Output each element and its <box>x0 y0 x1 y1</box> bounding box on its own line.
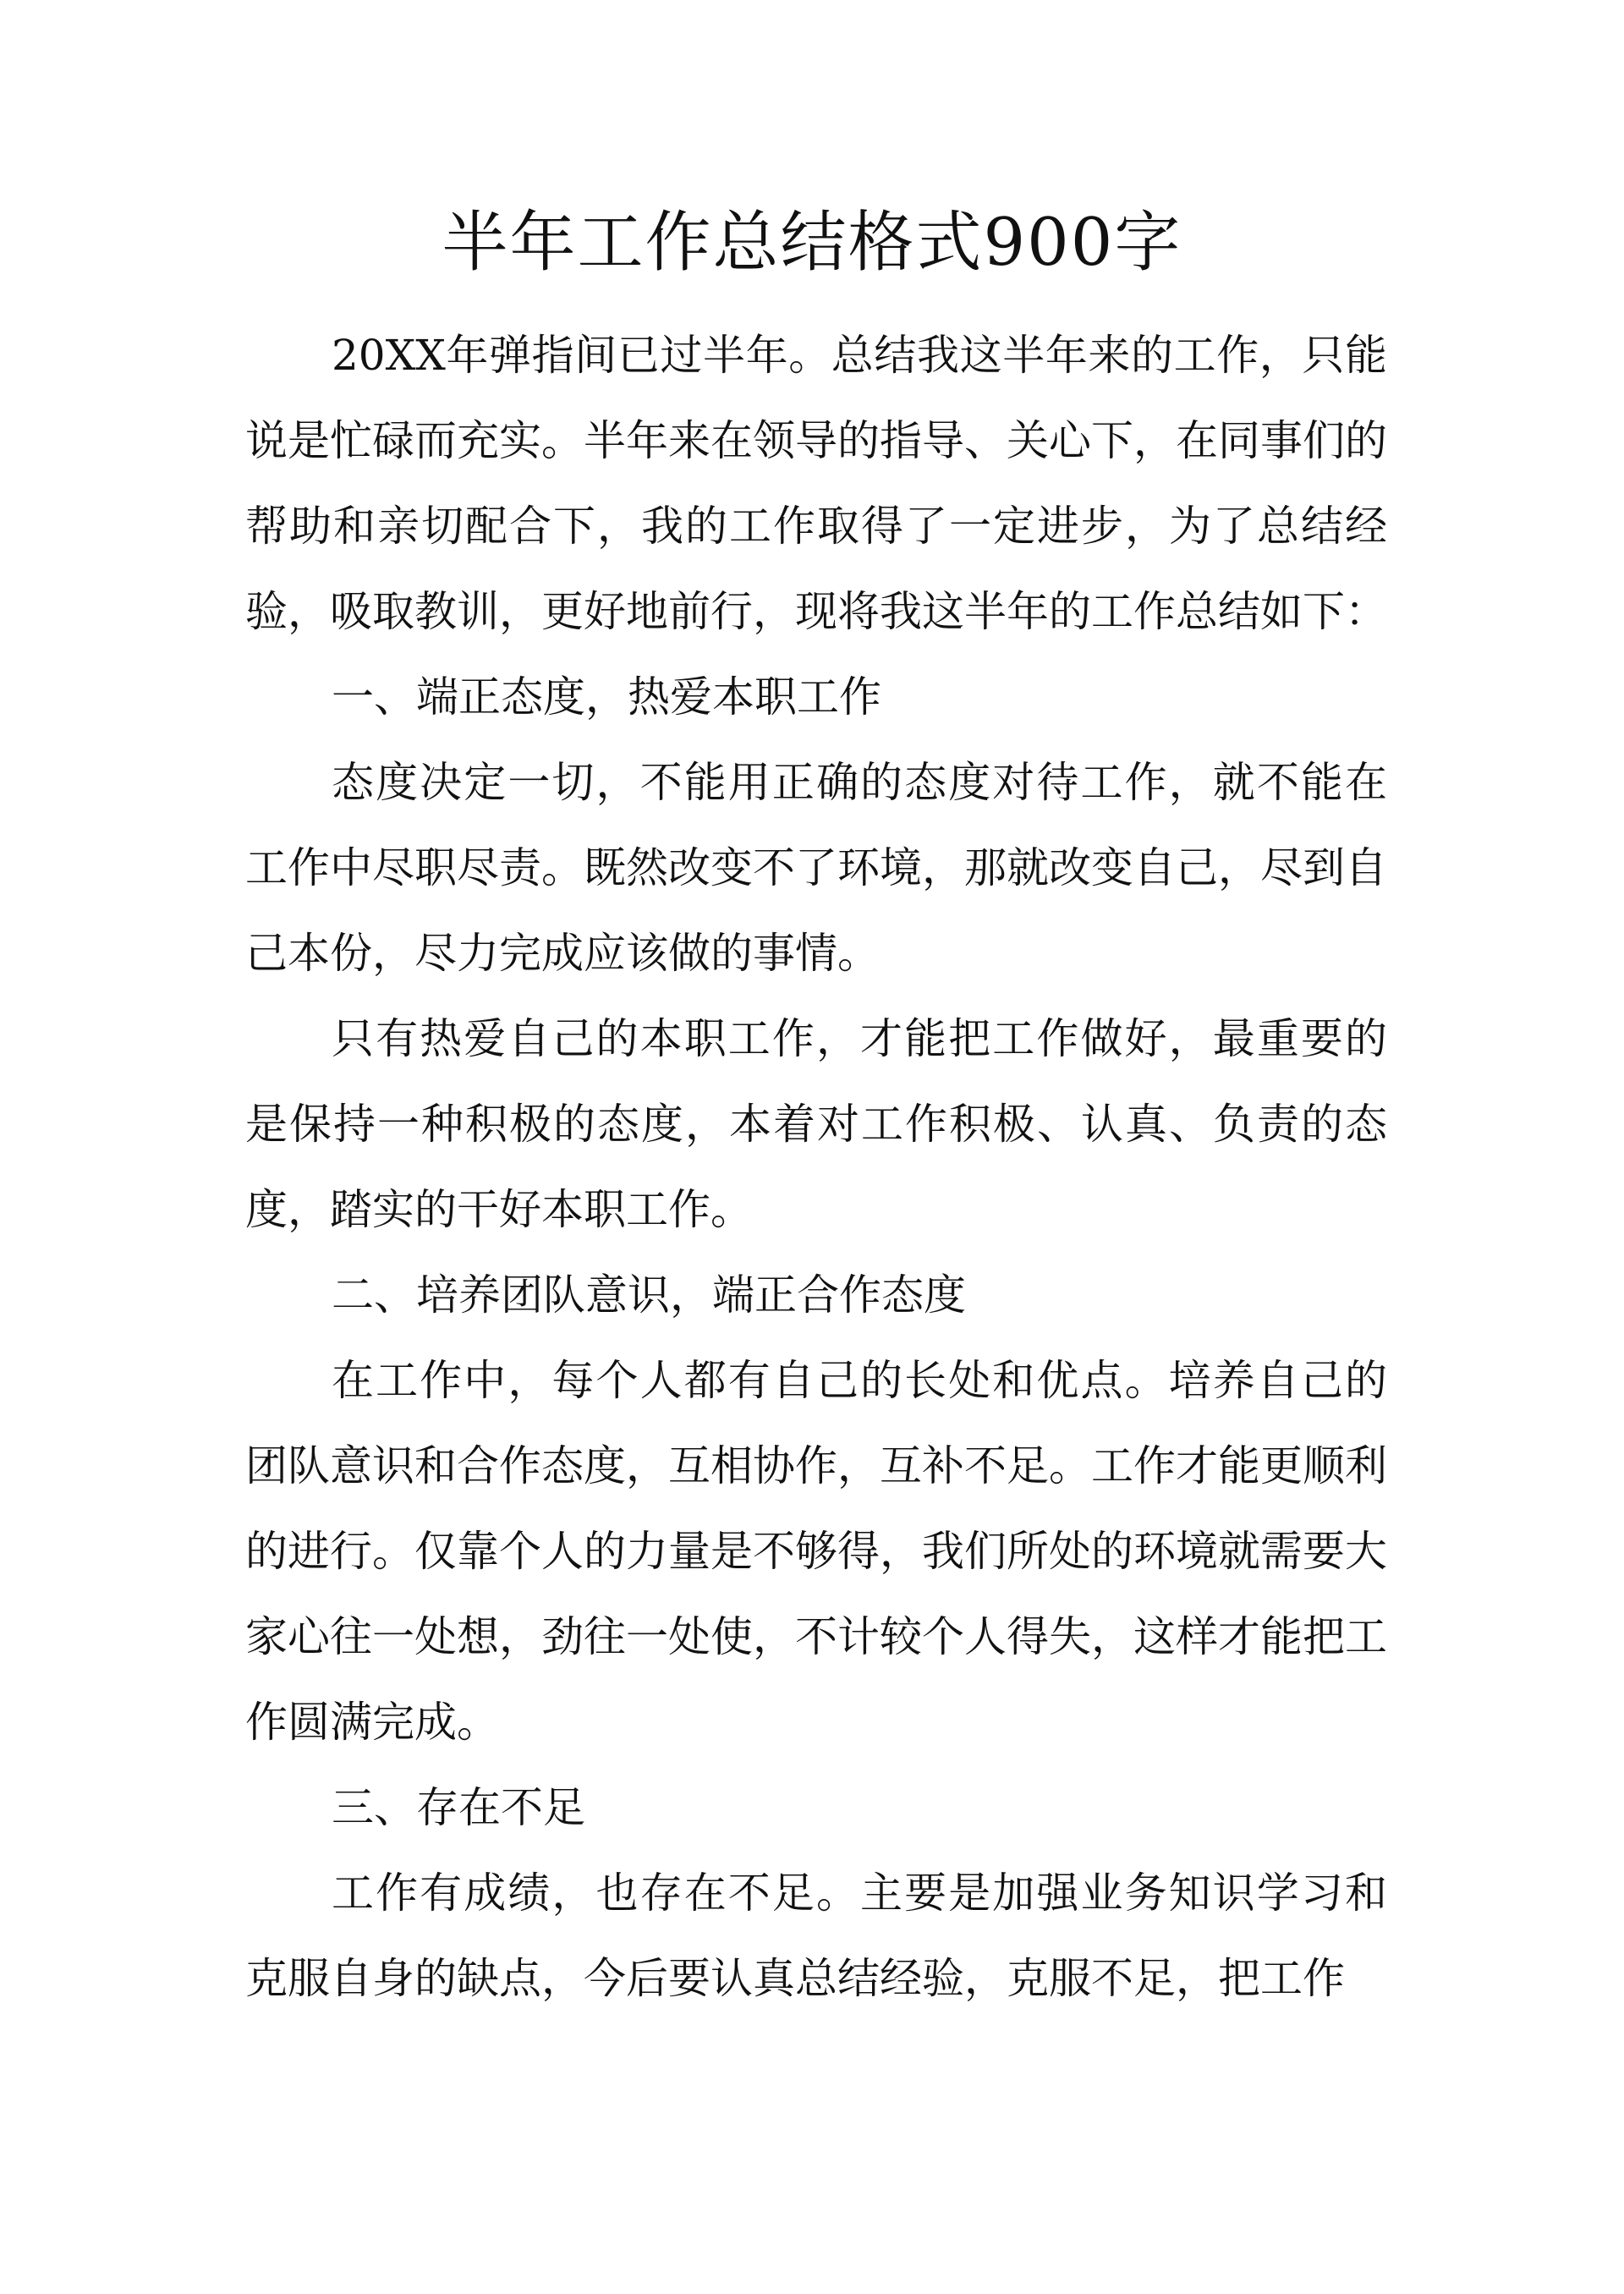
document-title: 半年工作总结格式900字 <box>442 205 1182 281</box>
paragraph-1a: 态度决定一切，不能用正确的态度对待工作，就不能在工作中尽职尽责。既然改变不了环境，那就改变自己，尽到自己本份，尽力完成应该做的事情。 <box>245 758 1387 978</box>
paragraph-1b: 只有热爱自己的本职工作，才能把工作做好，最重要的是保持一种积极的态度，本着对工作积极、认真、负责的态度，踏实的干好本职工作。 <box>245 1014 1387 1234</box>
section-heading-2: 二、培养团队意识，端正合作态度 <box>332 1270 966 1320</box>
paragraph-3: 工作有成绩，也存在不足。主要是加强业务知识学习和克服自身的缺点，今后要认真总结经验，克服不足，把工作 <box>245 1869 1387 2003</box>
section-heading-3: 三、存在不足 <box>332 1783 585 1832</box>
paragraph-intro: 20XX年弹指间已过半年。总结我这半年来的工作，只能说是忙碌而充实。半年来在领导的指导、关心下，在同事们的帮助和亲切配合下，我的工作取得了一定进步，为了总结经验，吸取教训，更好地前行，现将我这半年的工作总结如下： <box>245 331 1387 636</box>
section-heading-1: 一、端正态度，热爱本职工作 <box>332 672 881 722</box>
paragraph-2: 在工作中，每个人都有自己的长处和优点。培养自己的团队意识和合作态度，互相协作，互补不足。工作才能更顺利的进行。仅靠个人的力量是不够得，我们所处的环境就需要大家心往一处想，劲往一处使，不计较个人得失，这样才能把工作圆满完成。 <box>245 1356 1387 1747</box>
document-body <box>245 313 1387 2022</box>
